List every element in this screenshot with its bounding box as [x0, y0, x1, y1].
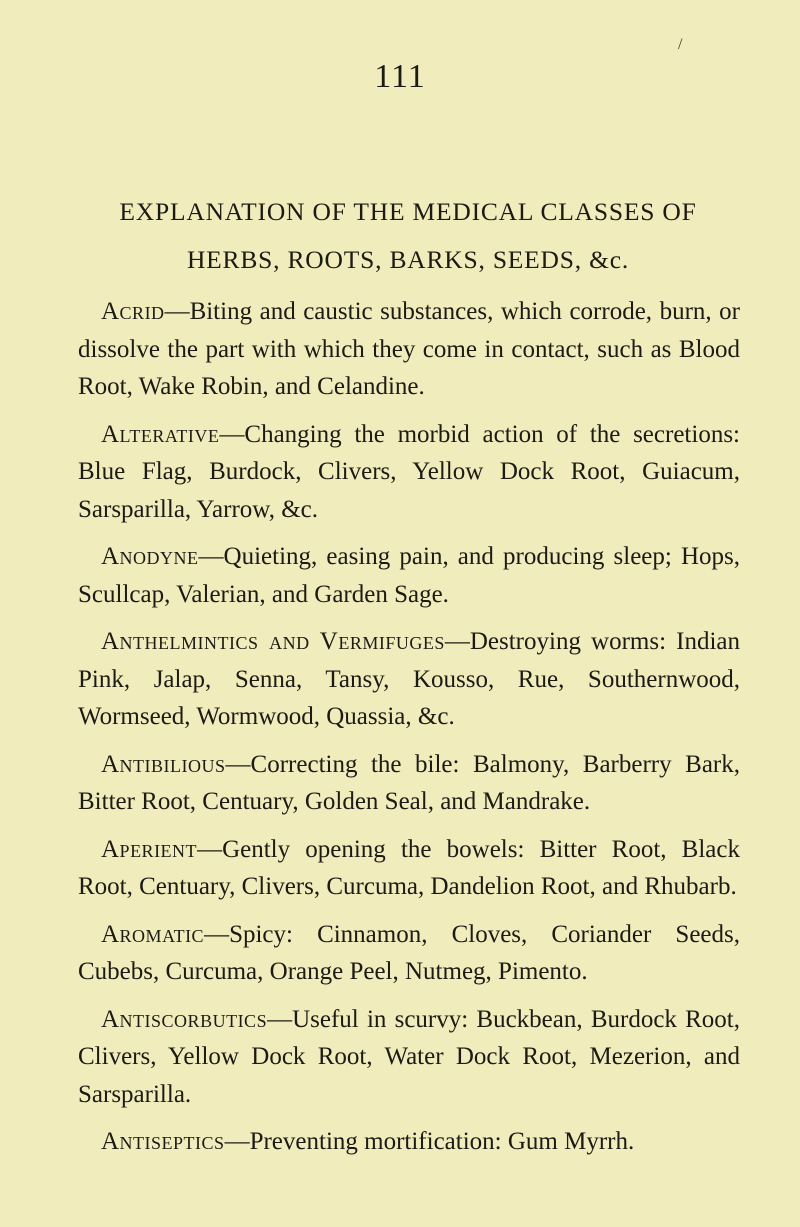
corner-mark: / — [678, 36, 683, 53]
entry-text: —Preventing mortification: Gum Myrrh. — [224, 1128, 635, 1155]
entry-text: —Destroying worms: Indian Pink, Jalap, Senna, Tansy, Kousso, Rue, Southernwood, Wormseed, Wormwood, Quassia, &c. — [78, 628, 740, 730]
entry-text: —Quieting, easing pain, and producing sleep; Hops, Scullcap, Valerian, and Garden Sage. — [78, 543, 740, 608]
entry-term: Anthelmintics and Vermifuges — [101, 628, 445, 655]
page-title: EXPLANATION OF THE MEDICAL CLASSES OF HERBS, ROOTS, BARKS, SEEDS, &c. — [119, 197, 697, 274]
entry-term: Alterative — [101, 420, 220, 448]
entry-term: Anodyne — [101, 543, 199, 570]
entry-term: Acrid — [101, 298, 165, 325]
entry-text: —Correcting the bile: Balmony, Barberry Bark, Bitter Root, Centuary, Golden Seal, and Mandrake. — [78, 750, 740, 815]
entry-anthelmintics — [78, 623, 740, 736]
entry-antibilious — [78, 746, 740, 821]
entry-alterative — [78, 416, 740, 529]
page-number: 111 — [374, 58, 426, 95]
entry-text: —Biting and caustic substances, which corrode, burn, or dissolve the part with which they come in contact, such as Blood Root, Wake Robin, and Celandine. — [78, 298, 740, 400]
entry-text: —Changing the morbid action of the secretions: Blue Flag, Burdock, Clivers, Yellow Dock Root, Guiacum, Sarsparilla, Yarrow, &c. — [78, 420, 740, 523]
entry-term: Antiseptics — [101, 1128, 225, 1155]
medical-classes-list — [78, 293, 740, 1171]
entry-term: Aperient — [101, 835, 198, 863]
entry-text: —Useful in scurvy: Buckbean, Burdock Root, Clivers, Yellow Dock Root, Water Dock Root, Mezerion, and Sarsparilla. — [78, 1005, 740, 1108]
entry-text: —Gently opening the bowels: Bitter Root, Black Root, Centuary, Clivers, Curcuma, Dandelion Root, and Rhubarb. — [78, 835, 740, 900]
entry-aperient — [78, 831, 740, 906]
entry-antiseptics — [78, 1123, 740, 1161]
entry-text: —Spicy: Cinnamon, Cloves, Coriander Seeds, Cubebs, Curcuma, Orange Peel, Nutmeg, Pimento. — [78, 920, 740, 985]
entry-antiscorbutics — [78, 1001, 740, 1114]
entry-aromatic — [78, 916, 740, 991]
entry-acrid — [78, 293, 740, 406]
entry-term: Aromatic — [101, 920, 205, 948]
entry-term: Antibilious — [101, 750, 226, 778]
entry-anodyne — [78, 538, 740, 613]
entry-term: Antiscorbutics — [101, 1005, 268, 1033]
